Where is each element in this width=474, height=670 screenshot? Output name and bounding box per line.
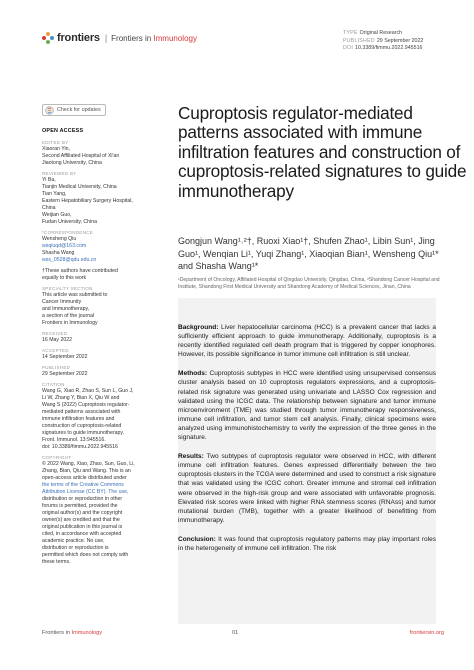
- sidebar-section-heading: ACCEPTED: [42, 348, 69, 353]
- sidebar-section: [42, 331, 164, 344]
- sidebar-line: Second Affiliated Hospital of Xi'an: [42, 153, 120, 159]
- sidebar-line: immune infiltration features and: [42, 416, 115, 422]
- sidebar-line: Zhang, Bian, Qiu and Wang. This is an: [42, 468, 131, 474]
- footer-site-link[interactable]: frontiersin.org: [409, 630, 444, 636]
- sidebar-line: academic practice. No use,: [42, 538, 105, 544]
- page-footer: [42, 630, 444, 636]
- sidebar-line: Wang G, Xiao R, Zhao S, Sun L, Guo J,: [42, 388, 134, 394]
- sidebar-line: these terms.: [42, 559, 71, 565]
- abstract-section-text: Liver hepatocellular carcinoma (HCC) is a prevalent cancer that lacks a sufficiently efficient approach to guide immunotherapy. Additionally, cuproptosis is a recently identified regulated cell death program that is triggered by copper ionophores. However, its possible significance in tumor immune cell infiltration is still unclear.: [178, 324, 436, 359]
- sidebar-line: a section of the journal: [42, 313, 95, 319]
- abstract-section-label: Results:: [178, 453, 204, 461]
- article-title: Cuproptosis regulator-mediated patterns associated with immune infiltration features and construction of cuproptosis-related signatures to guide immunotherapy: [178, 103, 467, 201]
- sidebar-line: and Immunotherapy,: [42, 306, 90, 312]
- meta-type: TYPE Original Research: [343, 30, 403, 36]
- sidebar-line: owner(s) are credited and that the: [42, 517, 120, 523]
- sidebar-section: [42, 348, 164, 361]
- sidebar-line: Front. Immunol. 13:945516.: [42, 437, 106, 443]
- sidebar-line: Xiaoran Yin,: [42, 146, 70, 152]
- sidebar-line: Frontiers in Immunology: [42, 320, 98, 326]
- sidebar-line: distribution or reproduction in other: [42, 496, 123, 502]
- sidebar-line: Weijian Guo,: [42, 212, 72, 218]
- abstract-section-label: Background:: [178, 324, 219, 331]
- check-updates-label: Check for updates: [57, 106, 101, 113]
- sidebar-line: Tian Yang,: [42, 191, 67, 197]
- sidebar-line: permitted which does not comply with: [42, 552, 129, 558]
- author-list: Gongjun Wang¹˒²†, Ruoxi Xiao¹†, Shufen Zhao¹, Libin Sun¹, Jing Guo¹, Wenqian Li¹, Yuqi Zhang¹, Xiaoqian Bian¹, Wensheng Qiu¹* and Shasha Wang¹*: [178, 236, 439, 271]
- page-header: [42, 30, 462, 54]
- sidebar-line: Cancer Immunity: [42, 299, 82, 305]
- abstract-section-label: Conclusion:: [178, 535, 216, 543]
- abstract-paragraph: [178, 323, 436, 359]
- sidebar-line: 14 September 2022: [42, 354, 88, 360]
- sidebar-section: [42, 455, 164, 566]
- sidebar-line[interactable]: wsqiuqd@163.com: [42, 243, 87, 249]
- sidebar-line: Fudan University, China: [42, 219, 97, 225]
- abstract-paragraphs: [178, 323, 436, 553]
- sidebar-line: mediated patterns associated with: [42, 409, 121, 415]
- page-number: 01: [232, 630, 239, 636]
- sidebar-section: [42, 286, 164, 327]
- sidebar-section-heading: CITATION: [42, 382, 65, 387]
- sidebar-line: open-access article distributed under: [42, 475, 127, 481]
- meta-doi[interactable]: DOI 10.3389/fimmu.2022.945516: [343, 45, 423, 52]
- sidebar-section-heading: REVIEWED BY: [42, 171, 77, 176]
- sidebar-line: This article was submitted to: [42, 292, 108, 298]
- sidebar-line[interactable]: the terms of the Creative Commons: [42, 482, 124, 488]
- abstract-section-text: It was found that cuproptosis regulatory patterns may play important roles in the heterogeneity of immune cell infiltration. The risk: [178, 535, 436, 552]
- sidebar-section-heading: SPECIALTY SECTION: [42, 286, 93, 291]
- sidebar-line: cited, in accordance with accepted: [42, 531, 122, 537]
- sidebar-line: Tianjin Medical University, China: [42, 184, 117, 190]
- abstract-paragraph: [178, 452, 436, 525]
- sidebar-line: construction of cuproptosis-related: [42, 423, 122, 429]
- footer-journal: Frontiers in Immunology: [42, 630, 102, 636]
- sidebar-line: Wang S (2022) Cuproptosis regulator-: [42, 402, 130, 408]
- brand-name: frontiers: [57, 32, 100, 44]
- sidebar-section-heading: *CORRESPONDENCE: [42, 230, 94, 235]
- sidebar-section-heading: RECEIVED: [42, 331, 68, 336]
- brand-separator: |: [104, 33, 108, 43]
- sidebar-line: Wensheng Qiu: [42, 236, 77, 242]
- sidebar-line: Li W, Zhang Y, Bian X, Qiu W and: [42, 395, 120, 401]
- sidebar-line: original author(s) and the copyright: [42, 510, 123, 516]
- sidebar-line[interactable]: Attribution License (CC BY). The use,: [42, 489, 129, 495]
- sidebar-line: doi: 10.3389/fimmu.2022.945516: [42, 444, 118, 450]
- sidebar-line: Shasha Wang: [42, 250, 75, 256]
- sidebar-section: [42, 171, 164, 226]
- sidebar-line: Eastern Hepatobiliary Surgery Hospital,: [42, 198, 133, 204]
- open-access-label: OPEN ACCESS: [42, 128, 84, 134]
- sidebar-line: China: [42, 205, 56, 211]
- sidebar-line: distribution or reproduction is: [42, 545, 109, 551]
- sidebar-line: signatures to guide immunotherapy.: [42, 430, 125, 436]
- meta-published: PUBLISHED 29 September 2022: [343, 37, 424, 44]
- frontiers-logo-icon: [42, 32, 54, 44]
- sidebar-line: 29 September 2022: [42, 371, 88, 377]
- check-updates-icon: [45, 106, 54, 115]
- sidebar-section: [42, 230, 164, 264]
- sidebar-section-heading: EDITED BY: [42, 140, 69, 145]
- abstract-section-text: Two subtypes of cuproptosis regulator were observed in HCC, with different immune cell infiltration features. Genes expressed differentially between the two cuproptosis clusters in the TCGA were determined and used to construct a risk signature that was validated using the ICGC cohort. Greater immune and stromal cell infiltration were observed in the high-risk group and were associated with unfavorable prognosis. Elevated risk scores were linked with higher RNA stemness scores (RNAss) and tumor mutational burden (TMB), together with a greater likelihood of benefitting from immunotherapy.: [178, 453, 436, 524]
- journal-name: Frontiers in Immunology: [111, 33, 197, 43]
- affiliations: ¹Department of Oncology, Affiliated Hospital of Qingdao University, Qingdao, China, ²Shandong Cancer Hospital and Institute, Shandong First Medical University and Shandong Academy of Medical Sciences, Jinan, China: [178, 277, 440, 290]
- check-for-updates-button[interactable]: [42, 104, 106, 116]
- sidebar-section: [42, 268, 164, 282]
- sidebar-line[interactable]: wss_0528@qdu.edu.cn: [42, 257, 97, 263]
- sidebar-line: © 2022 Wang, Xiao, Zhao, Sun, Guo, Li,: [42, 461, 135, 467]
- sidebar-line: Jiaotong University, China: [42, 160, 102, 166]
- sidebar-line: 16 May 2022: [42, 337, 72, 343]
- sidebar-line: forums is permitted, provided the: [42, 503, 118, 509]
- sidebar-line: equally to this work: [42, 275, 87, 281]
- abstract-section-label: Methods:: [178, 370, 208, 378]
- journal-logo[interactable]: [42, 32, 197, 44]
- abstract-section-text: Cuproptosis subtypes in HCC were identified using unsupervised consensus cluster analysis based on 10 cuproptosis regulators expressions, and a cuproptosis-related risk signature was generated using univariate and LASSO Cox regression and validated using the ICGC data. The relationship between signature and tumor immune microenvironment (TME) was studied through tumor immunotherapy responsiveness, immune cell infiltration, and tumor stem cell analysis. Finally, clinical specimens were analyzed using immunohistochemistry to verify the expression of the three genes in the signature.: [178, 370, 436, 442]
- abstract-paragraph: [178, 369, 436, 442]
- sidebar-section: [42, 140, 164, 167]
- abstract-box: [178, 298, 436, 624]
- sidebar-line: original publication in this journal is: [42, 524, 123, 530]
- sidebar-section: [42, 382, 164, 451]
- article-sidebar: [42, 104, 164, 570]
- sidebar-section-heading: PUBLISHED: [42, 365, 71, 370]
- abstract-paragraph: [178, 535, 436, 553]
- sidebar-section: [42, 365, 164, 378]
- article-meta: [343, 30, 423, 53]
- sidebar-section-heading: COPYRIGHT: [42, 455, 72, 460]
- sidebar-line: Yi Ba,: [42, 177, 56, 183]
- sidebar-sections: [42, 140, 164, 566]
- sidebar-line: †These authors have contributed: [42, 268, 118, 274]
